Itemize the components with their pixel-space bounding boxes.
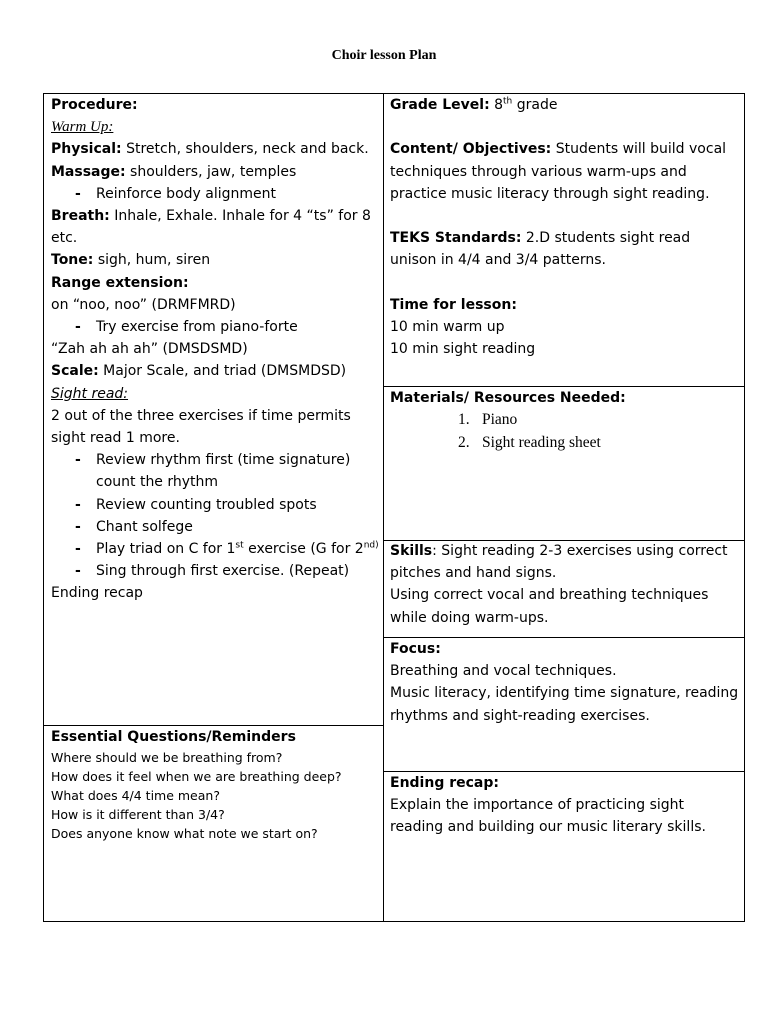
range-extension-label: Range extension:	[51, 274, 189, 291]
procedure-content	[51, 94, 379, 605]
list-item: - Reinforce body alignment	[75, 185, 276, 202]
grade-objectives-content	[390, 94, 740, 360]
question-item: What does 4/4 time mean?	[51, 788, 220, 804]
list-item: - Review counting troubled spots	[75, 496, 317, 513]
list-item: 1. Piano	[458, 411, 518, 429]
list-item: - Chant solfege	[75, 518, 193, 535]
time-line: 10 min sight reading	[390, 341, 536, 358]
question-item: Where should we be breathing from?	[51, 750, 283, 766]
teks-standards-line: TEKS Standards: 2.D students sight read unison in 4/4 and 3/4 patterns.	[390, 230, 691, 269]
grade-level-line: Grade Level: 8th grade	[390, 96, 558, 113]
ending-recap-text: Explain the importance of practicing sight reading and building our music literary skills.	[390, 797, 706, 836]
tone-line: Tone: sigh, hum, siren	[51, 252, 211, 269]
list-item: - Review rhythm first (time signature) count the rhythm	[75, 452, 351, 491]
warm-up-heading: Warm Up:	[51, 119, 114, 136]
breath-line: Breath: Inhale, Exhale. Inhale for 4 “ts” for 8 etc.	[51, 208, 371, 247]
massage-line: Massage: shoulders, jaw, temples	[51, 163, 297, 180]
scale-line: Scale: Major Scale, and triad (DMSMDSD)	[51, 363, 347, 380]
skills-line-2: Using correct vocal and breathing techniques while doing warm-ups.	[390, 587, 709, 626]
focus-heading: Focus:	[390, 641, 441, 657]
content-objectives-line: Content/ Objectives: Students will build vocal techniques through various warm-ups and practice music literacy through sight reading.	[390, 141, 727, 202]
essential-heading: Essential Questions/Reminders	[51, 729, 296, 745]
page-title: Choir lesson Plan	[331, 48, 437, 63]
question-item: How is it different than 3/4?	[51, 807, 225, 823]
list-item: - Try exercise from piano-forte	[75, 319, 298, 336]
materials-content	[390, 387, 740, 454]
ending-recap-line: Ending recap	[51, 585, 143, 602]
ending-recap-content	[390, 772, 740, 839]
essential-questions-content	[51, 726, 379, 843]
question-item: How does it feel when we are breathing deep?	[51, 769, 342, 785]
procedure-heading: Procedure:	[51, 97, 138, 113]
skills-content	[390, 540, 740, 629]
list-item: - Play triad on C for 1st exercise (G for $2^{nd)}$	[75, 540, 379, 558]
sight-read-text: 2 out of the three exercises if time permits sight read 1 more.	[51, 407, 351, 447]
list-item: 2. Sight reading sheet	[458, 433, 601, 451]
time-for-lesson-label: Time for lesson:	[390, 296, 517, 313]
focus-line: Music literacy, identifying time signature, reading rhythms and sight-reading exercises.	[390, 685, 739, 724]
ending-recap-heading: Ending recap:	[390, 775, 499, 791]
time-line: 10 min warm up	[390, 319, 505, 336]
question-item: Does anyone know what note we start on?	[51, 826, 318, 842]
list-item: - Sing through first exercise. (Repeat)	[75, 563, 350, 580]
range-line-1: on “noo, noo” (DRMFMRD)	[51, 296, 236, 313]
skills-line: Skills: Sight reading 2-3 exercises using correct pitches and hand signs.	[390, 543, 728, 582]
materials-list	[390, 409, 740, 454]
focus-content	[390, 638, 740, 727]
sight-read-heading: Sight read:	[51, 385, 129, 402]
range-line-2: “Zah ah ah ah” (DMSDSMD)	[51, 341, 248, 358]
focus-line: Breathing and vocal techniques.	[390, 663, 617, 680]
materials-heading: Materials/ Resources Needed:	[390, 390, 626, 406]
physical-line: Physical: Stretch, shoulders, neck and back.	[51, 141, 369, 158]
